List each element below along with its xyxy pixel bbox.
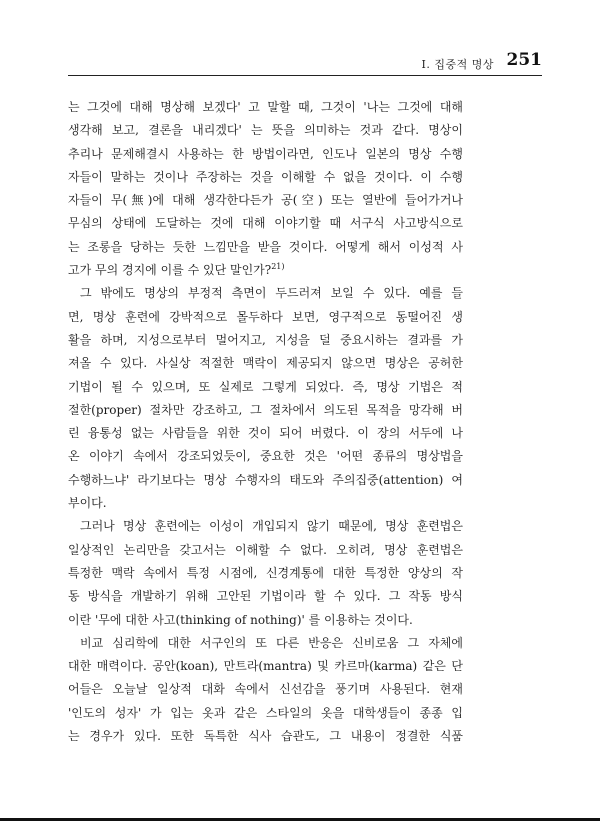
text-line: 어들은 오늘날 일상적 대화 속에서 신선감을 풍기며 사용된다. 현재 [68, 682, 463, 697]
text-line [68, 259, 463, 282]
body-text [68, 96, 463, 748]
paragraph [68, 282, 463, 515]
text-line: 생각해 보고, 결론을 내리겠다' 는 뜻을 의미하는 것과 같다. 명상이 [68, 123, 463, 138]
text-line: 그러나 명상 훈련에는 이성이 개입되지 않기 때문에, 명상 훈련법은 [80, 519, 463, 534]
text-line: 자들이 무(無)에 대해 생각한다든가 공(空) 또는 열반에 들어가거나 [68, 193, 463, 208]
text-line: 무심의 상태에 도달하는 것에 대해 이야기할 때 서구식 사고방식으로 [68, 216, 463, 231]
running-title: I. 집중적 명상 [421, 58, 494, 71]
text-line: 특정한 맥락 속에서 특정 시점에, 신경계통에 대한 특정한 양상의 작 [68, 565, 463, 580]
header-rule [68, 75, 542, 76]
text-line: 절한(proper) 절차만 강조하고, 그 절차에서 의도된 목적을 망각해 버 [68, 402, 463, 417]
text-line: '인도의 성자' 가 입는 옷과 같은 스타일의 옷을 대학생들이 종종 입 [68, 705, 463, 720]
text-line: 온 이야기 속에서 강조되었듯이, 중요한 것은 '어떤 종류의 명상법을 [68, 449, 463, 464]
footnote-marker: 21) [271, 262, 285, 272]
running-header [68, 48, 542, 76]
text-line: 추리나 문제해결시 사용하는 한 방법이라면, 인도나 일본의 명상 수행 [68, 146, 463, 161]
text-line: 활을 하며, 지성으로부터 멀어지고, 지성을 덜 중요시하는 결과를 가 [68, 332, 463, 347]
text-line: 그 밖에도 명상의 부정적 측면이 두드러져 보일 수 있다. 예를 들 [80, 286, 463, 301]
text-line: 는 그것에 대해 명상해 보겠다' 고 말할 때, 그것이 '나는 그것에 대해 [68, 100, 463, 114]
text-line: 비교 심리학에 대한 서구인의 또 다른 반응은 신비로움 그 자체에 [80, 635, 463, 650]
text-line: 수행하느냐' 라기보다는 명상 수행자의 태도와 주의집중(attention) 여 [68, 472, 463, 487]
bottom-rule [0, 818, 600, 821]
text-line: 이란 '무에 대한 사고(thinking of nothing)' 를 이용하는 것이다. [68, 612, 413, 627]
paragraph [68, 632, 463, 748]
text-line-final: 고가 무의 경지에 이를 수 있단 말인가? [68, 263, 272, 278]
text-line: 동 방식을 개발하기 위해 고안된 기법이라 할 수 있다. 그 작동 방식 [68, 589, 463, 604]
text-line: 부이다. [68, 496, 107, 511]
text-line: 대한 매력이다. 공안(koan), 만트라(mantra) 및 카르마(karma) 같은 단 [68, 659, 463, 674]
page-number: 251 [506, 50, 542, 70]
text-line: 는 조롱을 당하는 듯한 느낌만을 받을 것이다. 어떻게 해서 이성적 사 [68, 239, 463, 254]
text-line: 져올 수 있다. 사실상 적절한 맥락이 제공되지 않으면 명상은 공허한 [68, 356, 463, 371]
text-line: 기법이 될 수 있으며, 또 실제로 그렇게 되었다. 즉, 명상 기법은 적 [68, 379, 463, 394]
text-line: 일상적인 논리만을 갖고서는 이해할 수 없다. 오히려, 명상 훈련법은 [68, 542, 463, 557]
text-line: 린 융통성 없는 사람들을 위한 것이 되어 버렸다. 이 장의 서두에 나 [68, 426, 463, 441]
text-line: 면, 명상 훈련에 강박적으로 몰두하다 보면, 영구적으로 동떨어진 생 [68, 309, 463, 324]
text-line: 자들이 말하는 것이나 주장하는 것을 이해할 수 없을 것이다. 이 수행 [68, 169, 463, 184]
paragraph [68, 96, 463, 282]
paragraph [68, 515, 463, 631]
text-line: 는 경우가 있다. 또한 독특한 식사 습관도, 그 내용이 정결한 식품 [68, 729, 463, 744]
